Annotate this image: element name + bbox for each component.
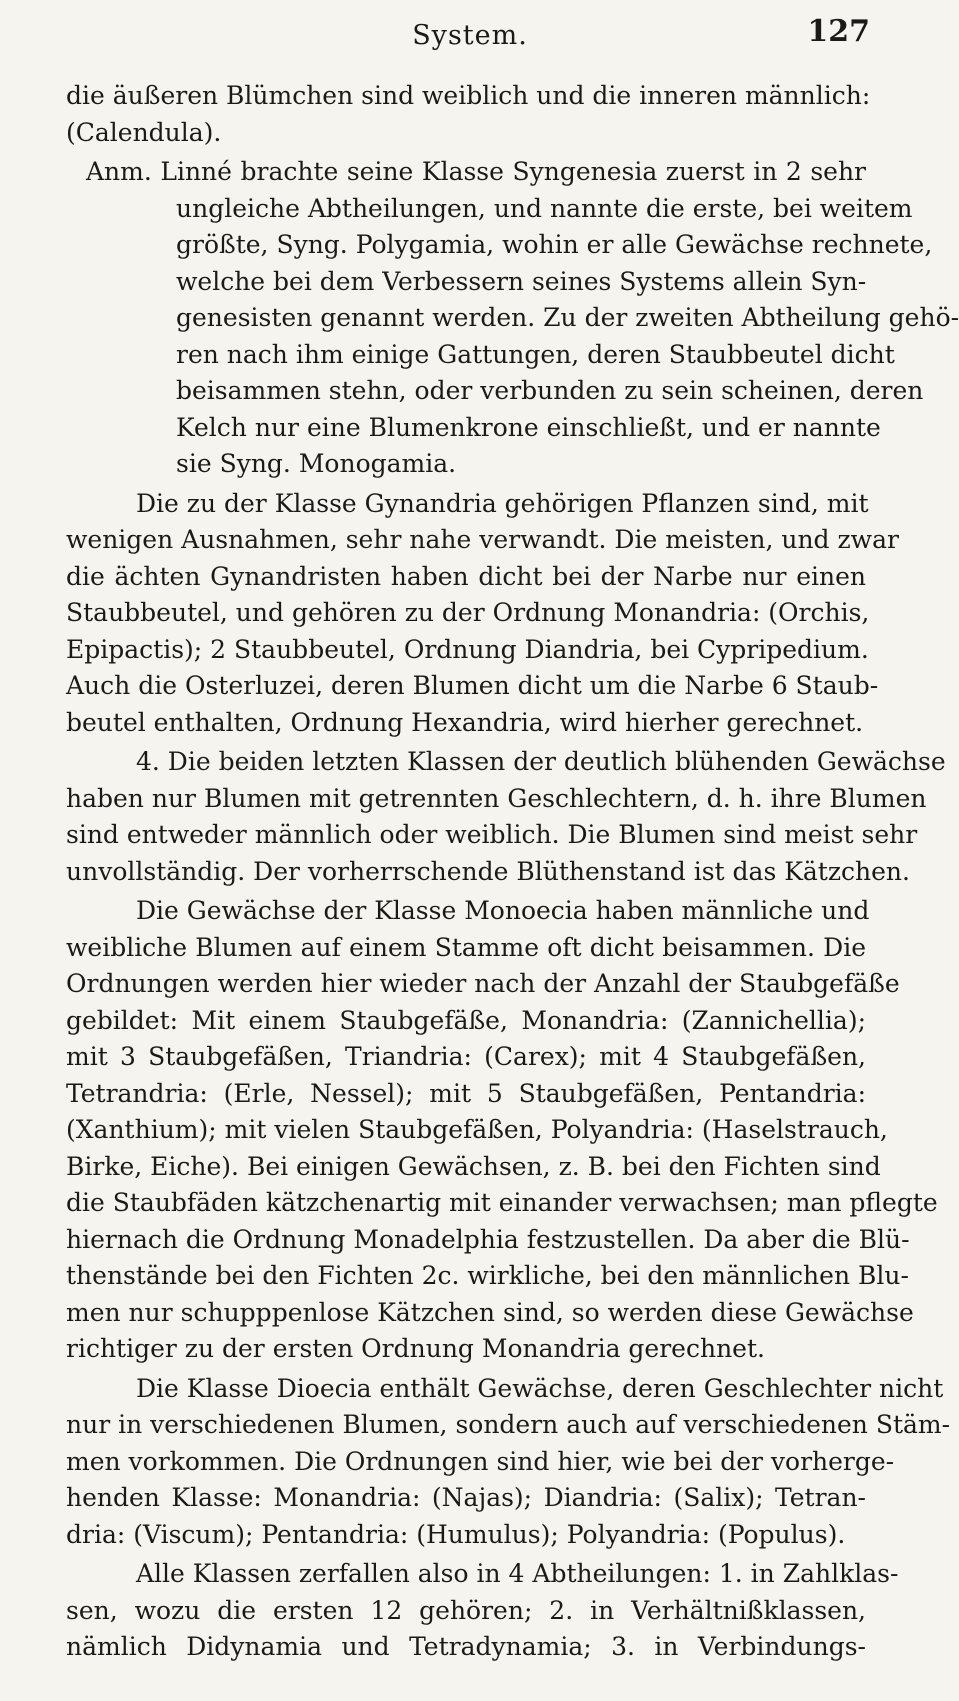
text-line: beisammen stehn, oder verbunden zu sein scheinen, deren bbox=[176, 376, 924, 405]
text-line: wenigen Ausnahmen, sehr nahe verwandt. Die meisten, und zwar bbox=[66, 525, 899, 554]
page-header bbox=[70, 12, 870, 56]
text-line: gebildet: Mit einem Staubgefäße, Monandria: (Zannichellia); bbox=[66, 1005, 866, 1035]
text-line: (Calendula). bbox=[66, 117, 222, 147]
paragraph-monoecia bbox=[66, 893, 938, 1368]
text-line: größte, Syng. Polygamia, wohin er alle Gewächse rechnete, bbox=[176, 230, 933, 259]
text-line: weibliche Blumen auf einem Stamme oft dicht beisammen. Die bbox=[66, 932, 866, 962]
text-line: die ächten Gynandristen haben dicht bei der Narbe nur einen bbox=[66, 561, 866, 591]
text-line: Die Gewächse der Klasse Monoecia haben männliche und bbox=[136, 896, 870, 925]
paragraph-section-4 bbox=[66, 744, 946, 890]
text-line: die Staubfäden kätzchenartig mit einander verwachsen; man pflegte bbox=[66, 1188, 938, 1217]
text-line: welche bei dem Verbessern seines Systems allein Syn- bbox=[176, 266, 867, 296]
text-line: Auch die Osterluzei, deren Blumen dicht um die Narbe 6 Staub- bbox=[66, 671, 879, 700]
paragraph-anmerkung bbox=[66, 154, 959, 483]
paragraph-abtheilungen bbox=[66, 1556, 899, 1666]
text-line: nämlich Didynamia und Tetradynamia; 3. in Verbindungs- bbox=[66, 1632, 866, 1661]
text-line: ren nach ihm einige Gattungen, deren Staubbeutel dicht bbox=[176, 339, 895, 369]
text-line: Alle Klassen zerfallen also in 4 Abtheilungen: 1. in Zahlklas- bbox=[136, 1559, 899, 1588]
text-line: Staubbeutel, und gehören zu der Ordnung Monandria: (Orchis, bbox=[66, 598, 870, 627]
page-body bbox=[66, 78, 959, 1669]
text-line: henden Klasse: Monandria: (Najas); Diandria: (Salix); Tetran- bbox=[66, 1483, 866, 1512]
text-line: Die Klasse Dioecia enthält Gewächse, deren Geschlechter nicht bbox=[136, 1373, 944, 1403]
page-number: 127 bbox=[807, 14, 870, 49]
text-line: thenstände bei den Fichten 2c. wirkliche, bei den männlichen Blu- bbox=[66, 1261, 909, 1290]
text-line: unvollständig. Der vorherrschende Blüthenstand ist das Kätzchen. bbox=[66, 856, 910, 886]
text-line: Kelch nur eine Blumenkrone einschließt, und er nannte bbox=[176, 412, 881, 442]
text-line: die äußeren Blümchen sind weiblich und die inneren männlich: bbox=[66, 81, 871, 110]
text-line: beutel enthalten, Ordnung Hexandria, wird hierher gerechnet. bbox=[66, 707, 864, 737]
text-line: men vorkommen. Die Ordnungen sind hier, wie bei der vorherge- bbox=[66, 1446, 895, 1476]
text-line: men nur schupppenlose Kätzchen sind, so werden diese Gewächse bbox=[66, 1297, 914, 1327]
text-line: hiernach die Ordnung Monadelphia festzustellen. Da aber die Blü- bbox=[66, 1224, 910, 1254]
text-line: dria: (Viscum); Pentandria: (Humulus); Polyandria: (Populus). bbox=[66, 1519, 846, 1549]
text-line: haben nur Blumen mit getrennten Geschlechtern, d. h. ihre Blumen bbox=[66, 783, 927, 813]
running-head: System. bbox=[412, 20, 528, 51]
text-line: 4. Die beiden letzten Klassen der deutlich blühenden Gewächse bbox=[136, 747, 946, 776]
text-line: Die zu der Klasse Gynandria gehörigen Pflanzen sind, mit bbox=[136, 488, 869, 518]
text-line: sind entweder männlich oder weiblich. Die Blumen sind meist sehr bbox=[66, 820, 918, 849]
text-line: sen, wozu die ersten 12 gehören; 2. in Verhältnißklassen, bbox=[66, 1595, 866, 1625]
text-line: mit 3 Staubgefäßen, Triandria: (Carex); mit 4 Staubgefäßen, bbox=[66, 1042, 866, 1071]
paragraph-dioecia bbox=[66, 1371, 951, 1554]
text-line: nur in verschiedenen Blumen, sondern auch auf verschiedenen Stäm- bbox=[66, 1410, 951, 1439]
text-line: genesisten genannt werden. Zu der zweiten Abtheilung gehö- bbox=[176, 303, 959, 332]
text-line: ungleiche Abtheilungen, und nannte die erste, bei weitem bbox=[176, 193, 913, 223]
text-line: Epipactis); 2 Staubbeutel, Ordnung Diandria, bei Cypripedium. bbox=[66, 634, 869, 664]
paragraph-gynandria bbox=[66, 486, 899, 742]
text-line: sie Syng. Monogamia. bbox=[176, 449, 457, 478]
text-line: Ordnungen werden hier wieder nach der Anzahl der Staubgefäße bbox=[66, 969, 900, 998]
text-line: richtiger zu der ersten Ordnung Monandria gerechnet. bbox=[66, 1334, 765, 1363]
paragraph-calendula bbox=[66, 78, 871, 151]
text-line: Anm. Linné brachte seine Klasse Syngenesia zuerst in 2 sehr bbox=[86, 157, 866, 186]
text-line: Tetrandria: (Erle, Nessel); mit 5 Staubgefäßen, Pentandria: bbox=[66, 1078, 866, 1108]
text-line: Birke, Eiche). Bei einigen Gewächsen, z. B. bei den Fichten sind bbox=[66, 1151, 881, 1181]
text-line: (Xanthium); mit vielen Staubgefäßen, Polyandria: (Haselstrauch, bbox=[66, 1115, 888, 1144]
